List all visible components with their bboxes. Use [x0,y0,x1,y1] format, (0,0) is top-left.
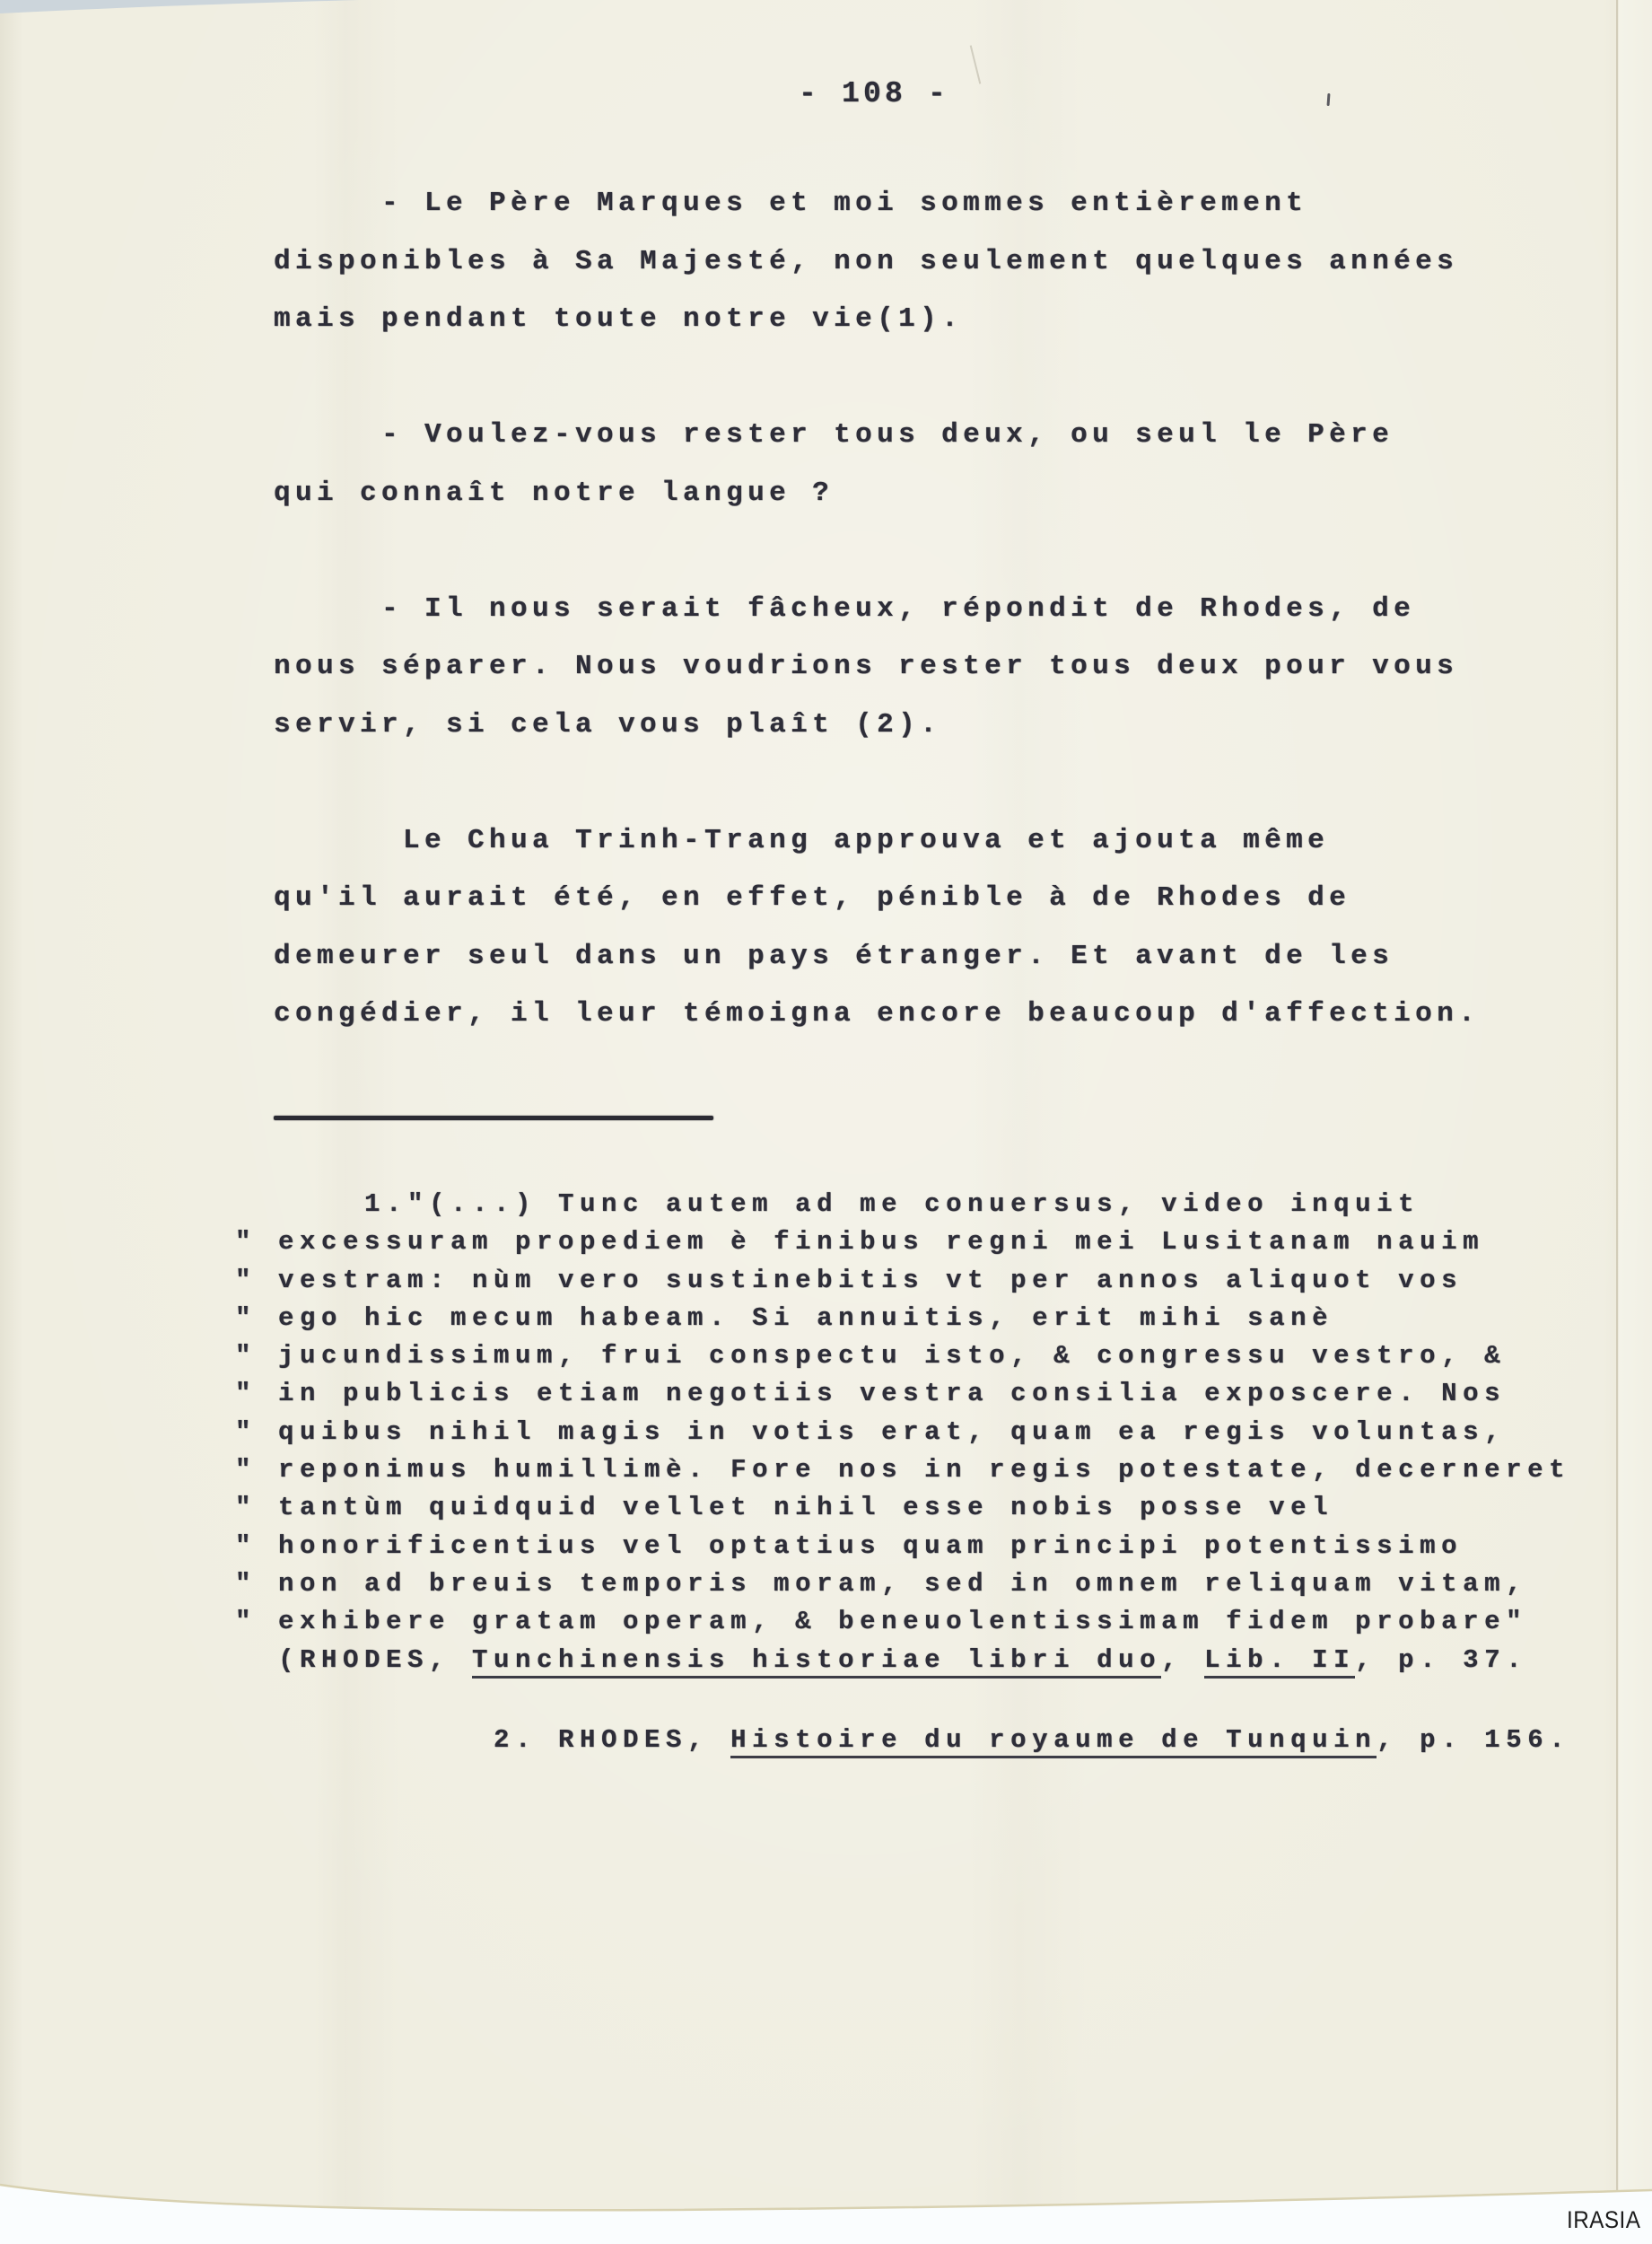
text-segment: servir, si cela vous plaît (2). [274,708,942,741]
text-line [274,291,1480,349]
text-segment: , p. 37. [1355,1644,1528,1675]
underlined-citation-title: Histoire du royaume de Tunquin [730,1725,1377,1758]
text-line [274,175,1480,233]
text-line [274,870,1480,928]
text-line [274,986,1480,1044]
scanner-corner-top-left [0,0,359,14]
text-line [235,1414,1570,1451]
text-line [235,1565,1570,1603]
footnote-2 [235,1722,1570,1759]
text-segment: 1."(...) Tunc autem ad me conuersus, video inquit [235,1189,1420,1219]
text-segment: , [1161,1644,1205,1675]
text-line [274,812,1480,871]
paper-bottom-edge [0,2183,1652,2244]
text-segment: - Voulez-vous rester tous deux, ou seul le Père [274,419,1394,451]
text-line [274,928,1480,986]
text-segment: nous séparer. Nous voudrions rester tous deux pour vous [274,651,1459,682]
text-line [235,1262,1570,1300]
text-line [235,1642,1570,1679]
paragraph [274,812,1480,1044]
underlined-citation-title: Tunchinensis historiae libri duo [472,1645,1161,1679]
text-segment: - Le Père Marques et moi sommes entièrement [274,188,1308,219]
text-line [235,1186,1570,1223]
text-segment: demeurer seul dans un pays étranger. Et avant de les [274,940,1394,972]
text-segment: " jucundissimum, frui conspectu isto, & congressu vestro, & [235,1341,1507,1372]
text-line [235,1603,1570,1641]
text-segment: " ego hic mecum habeam. Si annuitis, erit mihi sanè [235,1302,1334,1333]
paper-right-crease [1616,0,1618,2190]
text-line [274,581,1480,639]
text-segment: qui connaît notre langue ? [274,477,835,509]
paragraph [274,175,1480,349]
text-line [235,1489,1570,1527]
text-segment: " exhibere gratam operam, & beneuolentissimam fidem probare" [235,1607,1528,1637]
text-segment: " vestram: nùm vero sustinebitis vt per annos aliquot vos [235,1265,1464,1295]
text-line [274,233,1480,292]
text-segment: " excessuram propediem è finibus regni mei Lusitanam nauim [235,1227,1485,1258]
underlined-citation-title: Lib. II [1204,1645,1355,1679]
text-line [274,697,1480,755]
text-line [235,1300,1570,1337]
text-line [235,1337,1570,1375]
text-segment: mais pendant toute notre vie(1). [274,303,964,335]
watermark-irasia: IRASIA [1567,2206,1641,2233]
text-segment: , p. 156. [1377,1725,1571,1755]
text-segment: disponibles à Sa Majesté, non seulement quelques années [274,245,1459,277]
text-line [274,407,1480,465]
body-paragraphs [274,175,1480,1101]
text-line [235,1375,1570,1413]
text-segment: Le Chua Trinh-Trang approuva et ajouta même [274,824,1330,856]
text-segment: " in publicis etiam negotiis vestra consilia exposcere. Nos [235,1379,1507,1409]
paper-right-margin-shade [1619,0,1652,2190]
text-segment: " honorificentius vel optatius quam principi potentissimo [235,1530,1464,1561]
paragraph [274,407,1480,522]
text-line [235,1451,1570,1489]
text-segment: " non ad breuis temporis moram, sed in omnem reliquam vitam, [235,1568,1528,1599]
footnote-separator [274,1116,713,1120]
paragraph [274,581,1480,755]
text-line [235,1223,1570,1261]
text-line [274,638,1480,697]
text-segment: " reponimus humillimè. Fore nos in regis potestate, decerneret [235,1455,1571,1486]
text-segment: " tantùm quidquid vellet nihil esse nobis posse vel [235,1493,1334,1523]
text-segment: 2. RHODES, [235,1725,731,1755]
text-line [274,465,1480,523]
text-line [235,1722,1570,1759]
text-segment: (RHODES, [235,1644,473,1675]
text-segment: qu'il aurait été, en effet, pénible à de Rhodes de [274,882,1351,914]
text-segment: congédier, il leur témoigna encore beaucoup d'affection. [274,998,1481,1030]
page-number: - 108 - [799,77,950,110]
text-segment: - Il nous serait fâcheux, répondit de Rhodes, de [274,592,1416,625]
text-segment: " quibus nihil magis in votis erat, quam ea regis voluntas, [235,1416,1507,1447]
footnote-1 [235,1186,1570,1679]
text-line [235,1528,1570,1565]
